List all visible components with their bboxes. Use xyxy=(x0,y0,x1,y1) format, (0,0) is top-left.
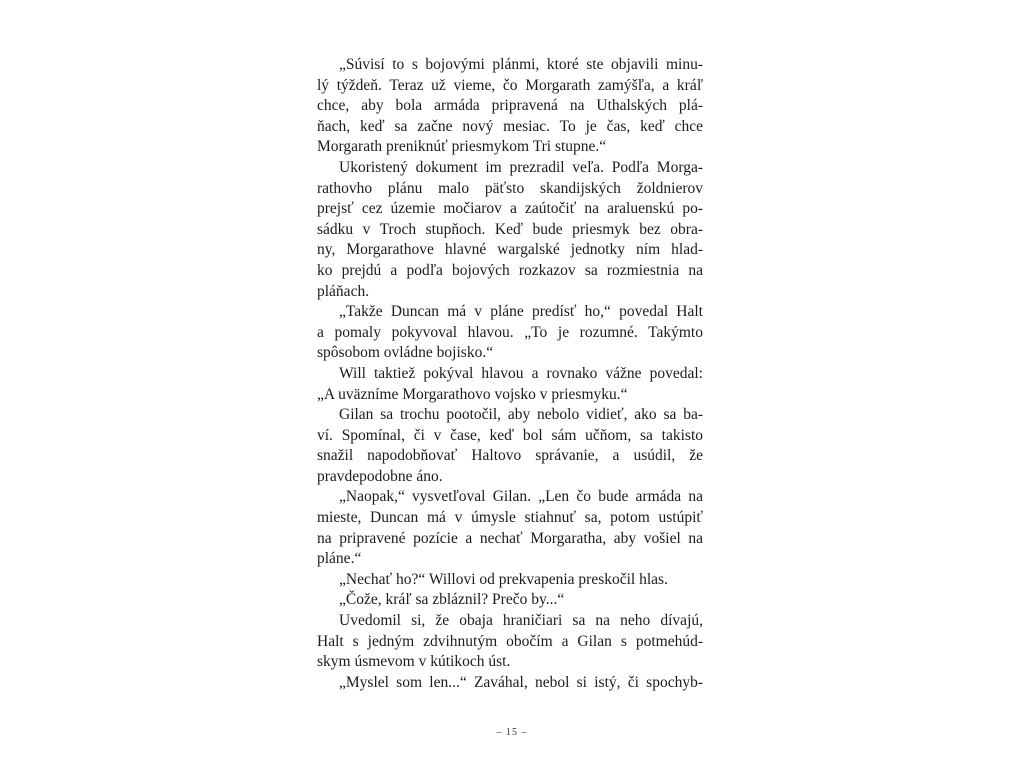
text-line: sádku v Troch stupňoch. Keď bude priesmyk bez obra- xyxy=(317,220,703,238)
text-line: na pripravené pozície a nechať Morgaratha, aby vošiel na xyxy=(317,529,703,547)
text-line: pravdepodobne áno. xyxy=(317,467,443,485)
text-line: „Myslel som len...“ Zaváhal, nebol si istý, či spochyb- xyxy=(339,673,703,691)
text-line: pláňach. xyxy=(317,282,370,300)
text-line: „Súvisí to s bojovými plánmi, ktoré ste objavili minu- xyxy=(339,56,703,73)
text-line: a pomaly pokyvoval hlavou. „To je rozumné. Takýmto xyxy=(317,323,703,341)
text-line: Uvedomil si, že obaja hraničiari sa na neho dívajú, xyxy=(339,612,703,630)
text-line: spôsobom ovládne bojisko.“ xyxy=(317,344,494,362)
text-line: „Naopak,“ vysvetľoval Gilan. „Len čo bude armáda na xyxy=(339,488,703,506)
text-line: ko prejdú a podľa bojových rozkazov sa rozmiestnia na xyxy=(317,261,703,279)
text-line: „Takže Duncan má v pláne predísť ho,“ povedal Halt xyxy=(339,303,703,321)
body-text xyxy=(317,55,703,693)
text-line: snažil napodobňovať Haltovo správanie, a usúdil, že xyxy=(317,447,703,465)
text-line: rathovho plánu malo päťsto skandijských žoldnierov xyxy=(317,179,703,197)
text-line: „A uväzníme Morgarathovo vojsko v priesmyku.“ xyxy=(317,385,628,403)
text-line: „Nechať ho?“ Willovi od prekvapenia preskočil hlas. xyxy=(339,570,668,588)
text-line: Gilan sa trochu pootočil, aby nebolo vidieť, ako sa ba- xyxy=(339,406,703,424)
text-line: ví. Spomínal, či v čase, keď bol sám učňom, sa takisto xyxy=(317,426,703,444)
text-line: ňach, keď sa začne nový mesiac. To je čas, keď chce xyxy=(317,117,703,135)
page-number: – 15 – xyxy=(496,727,528,738)
text-line: Ukoristený dokument im prezradil veľa. Podľa Morga- xyxy=(339,158,703,176)
text-line: lý týždeň. Teraz už vieme, čo Morgarath zamýšľa, a kráľ xyxy=(317,76,703,94)
text-line: chce, aby bola armáda pripravená na Uthalských plá- xyxy=(317,97,703,115)
text-line: prejsť cez územie močiarov a zaútočiť na araluenskú po- xyxy=(317,200,703,218)
text-line: Will taktiež pokýval hlavou a rovnako vážne povedal: xyxy=(339,364,703,382)
text-line: Morgarath preniknúť priesmykom Tri stupne.“ xyxy=(317,138,607,156)
text-line: pláne.“ xyxy=(317,550,362,568)
text-line: mieste, Duncan má v úmysle stiahnuť sa, potom ustúpiť xyxy=(317,509,703,527)
text-line: skym úsmevom v kútikoch úst. xyxy=(317,653,511,671)
text-line: ny, Morgarathove hlavné wargalské jednotky ním hlad- xyxy=(317,241,703,259)
text-line: Halt s jedným zdvihnutým obočím a Gilan s potmehúd- xyxy=(317,632,703,650)
text-line: „Čože, kráľ sa zbláznil? Prečo by...“ xyxy=(339,591,565,609)
